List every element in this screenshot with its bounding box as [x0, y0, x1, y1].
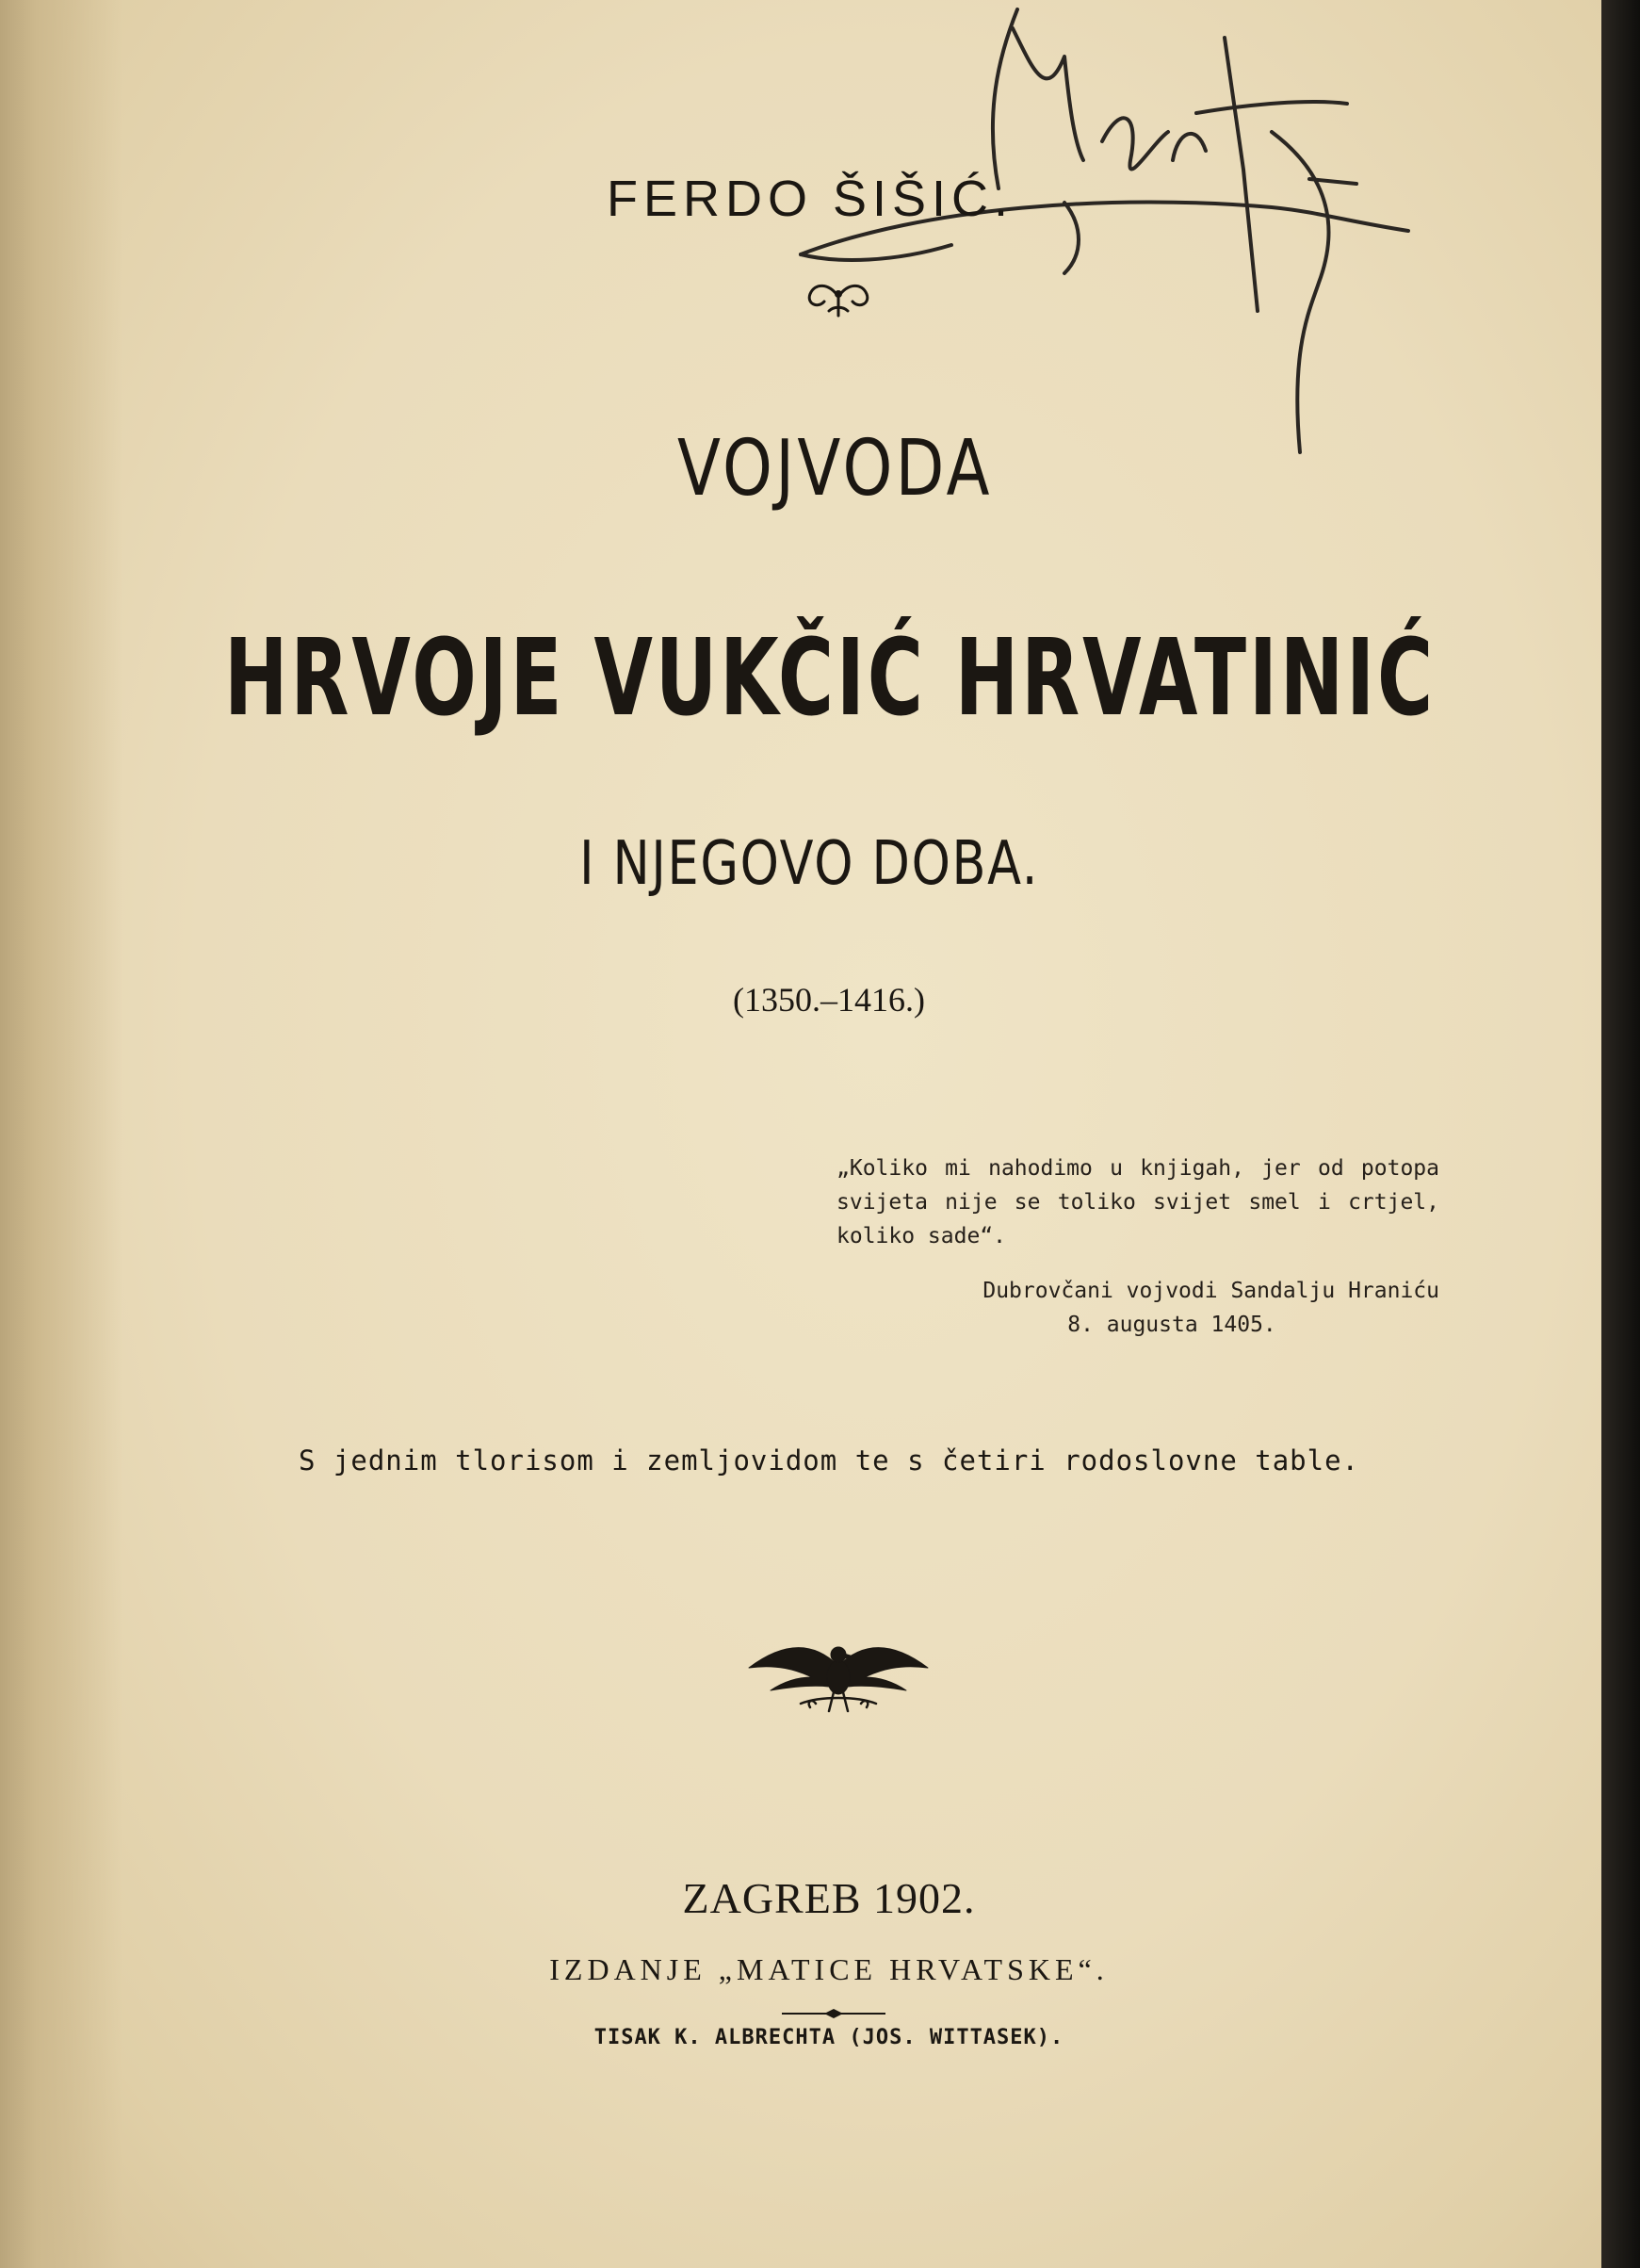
- epigraph-quote: „Koliko mi nahodimo u knjigah, jer od potopa svijeta nije se toliko svijet smel i crtjel, koliko sade“.: [836, 1156, 1439, 1248]
- years-range: (1350.–1416.): [733, 981, 925, 1019]
- supplement-note: S jednim tlorisom i zemljovidom te s četiri rodoslovne table.: [298, 1444, 1360, 1477]
- epigraph-source: [848, 1274, 1439, 1342]
- floral-ornament-icon: [801, 273, 876, 320]
- imprint-publisher: IZDANJE „MATICE HRVATSKE“.: [549, 1952, 1109, 1986]
- epigraph-source-line-1: Dubrovčani vojvodi Sandalju Hraniću: [982, 1279, 1439, 1303]
- title-line-2: HRVOJE VUKČIĆ HRVATINIĆ: [224, 617, 1437, 740]
- eagle-emblem-icon: [744, 1628, 933, 1722]
- title-line-1: VOJVODA: [676, 424, 993, 514]
- epigraph-source-line-2: 8. augusta 1405.: [1067, 1313, 1276, 1337]
- imprint-printer: TISAK K. ALBRECHTA (JOS. WITTASEK).: [593, 2026, 1064, 2049]
- imprint-place-year: ZAGREB 1902.: [682, 1874, 976, 1922]
- author-name: FERDO ŠIŠIĆ.: [606, 171, 1015, 227]
- rule-ornament-icon: [782, 2008, 885, 2019]
- page-stain: [0, 0, 122, 2268]
- handwritten-signature: [782, 0, 1422, 471]
- title-line-3: I NJEGOVO DOBA.: [579, 829, 1040, 899]
- book-edge: [1601, 0, 1640, 2268]
